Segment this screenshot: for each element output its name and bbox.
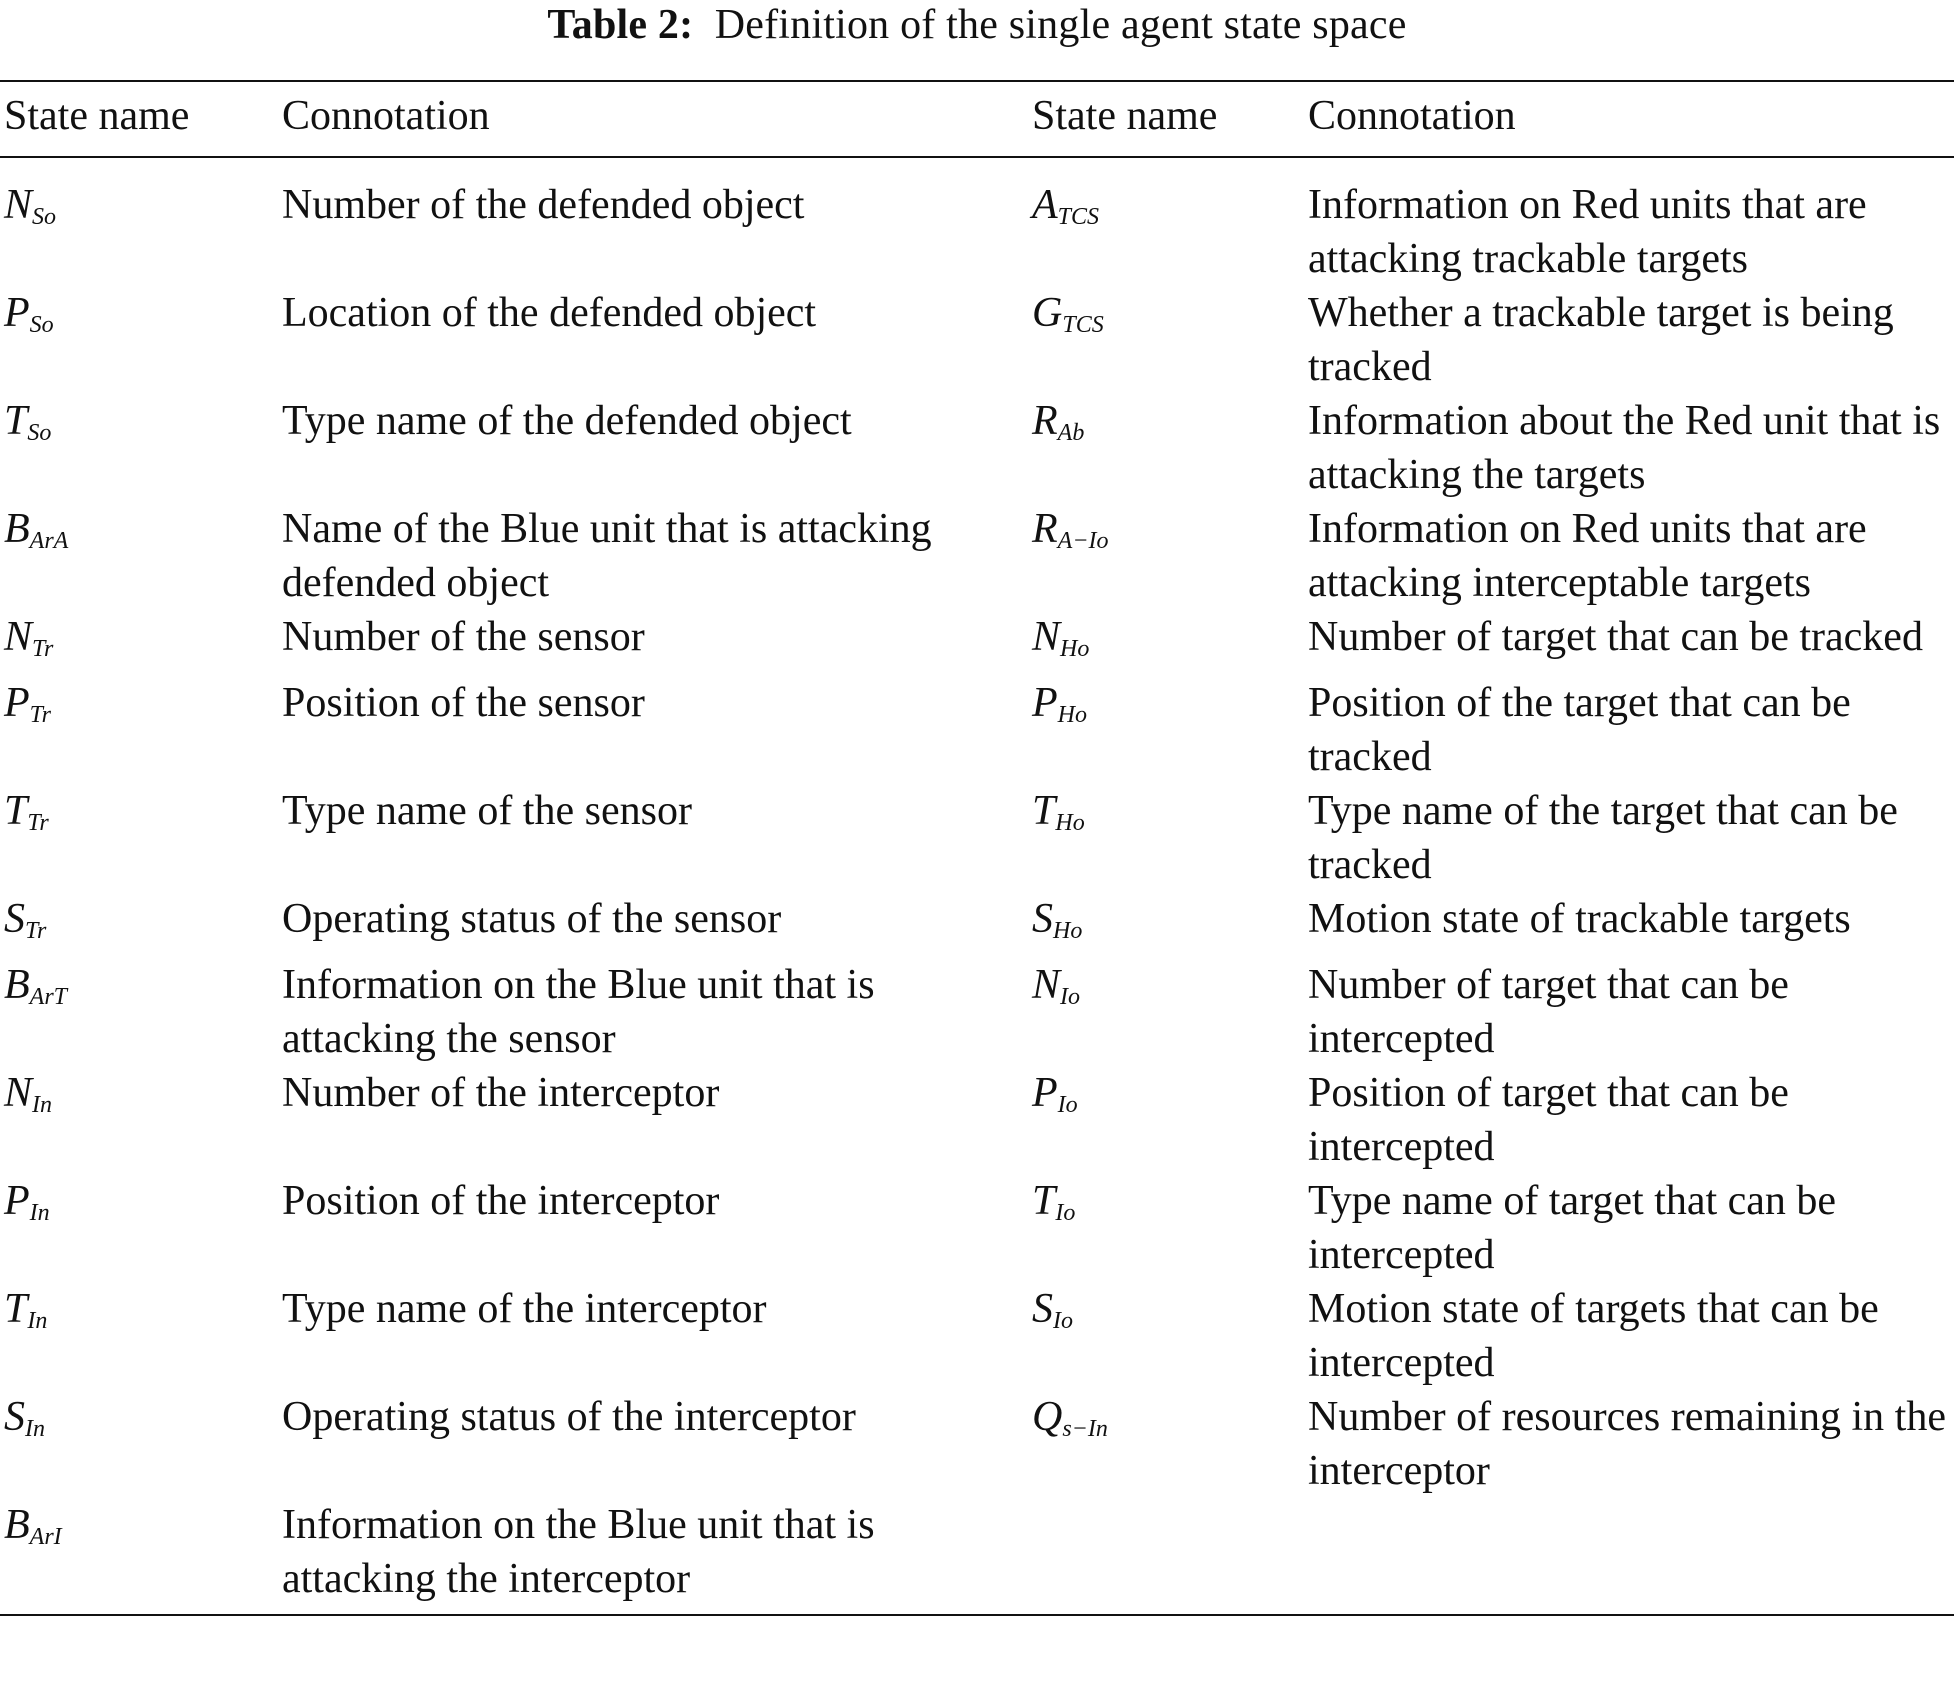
state-name-right-symbol — [1032, 290, 1104, 336]
table-row — [0, 676, 1954, 784]
connotation-left: Type name of the interceptor — [282, 1286, 767, 1332]
state-name-left-symbol-base: P — [4, 1178, 30, 1224]
state-name-right-cell — [1028, 784, 1304, 892]
table-row — [0, 610, 1954, 676]
state-name-left-symbol-base: N — [4, 614, 33, 660]
connotation-left: Information on the Blue unit that is attacking the interceptor — [278, 1498, 1028, 1615]
state-name-right-symbol — [1032, 1070, 1078, 1116]
state-name-left-symbol-subscript: So — [32, 204, 57, 230]
state-name-left-symbol-subscript: Tr — [27, 810, 49, 836]
state-name-right-symbol-subscript: Ho — [1060, 636, 1090, 662]
state-name-left-symbol-subscript: ArT — [29, 984, 68, 1010]
state-name-left-symbol-base: B — [4, 1502, 30, 1548]
state-name-right-symbol-base: T — [1032, 1178, 1056, 1224]
state-name-left-cell — [0, 1390, 278, 1498]
state-name-right-symbol-subscript: Ab — [1057, 420, 1085, 446]
state-name-right-cell — [1028, 1498, 1304, 1615]
state-name-right-symbol-subscript: TCS — [1062, 312, 1104, 338]
state-name-right-cell — [1028, 1282, 1304, 1390]
connotation-right: Motion state of targets that can be intercepted — [1308, 1286, 1879, 1386]
connotation-left: Operating status of the sensor — [282, 896, 782, 942]
connotation-right: Motion state of trackable targets — [1308, 896, 1851, 942]
state-name-left-symbol-subscript: Tr — [29, 702, 52, 728]
state-name-right-symbol-base: N — [1032, 962, 1061, 1008]
state-name-left-symbol — [4, 1502, 62, 1548]
connotation-left: Number of the interceptor — [282, 1070, 720, 1116]
state-name-right-symbol-subscript: s−In — [1062, 1416, 1108, 1442]
state-name-right-symbol — [1032, 896, 1082, 942]
state-name-left-symbol-base: T — [4, 788, 28, 834]
connotation-left: Number of the defended object — [282, 182, 805, 228]
connotation-left: Name of the Blue unit that is attacking defended object — [282, 506, 932, 606]
connotation-right: Whether a trackable target is being tracked — [1308, 290, 1894, 390]
table-row — [0, 958, 1954, 1066]
header-connotation-1: Connotation — [278, 81, 1028, 157]
state-name-right-cell — [1028, 1066, 1304, 1174]
state-name-left-cell — [0, 157, 278, 286]
state-name-right-symbol-subscript: Ho — [1057, 702, 1087, 728]
state-name-right-cell — [1028, 1174, 1304, 1282]
connotation-right: Information about the Red unit that is attacking the targets — [1308, 398, 1941, 498]
connotation-right: Number of target that can be intercepted — [1308, 962, 1789, 1062]
table-caption — [0, 0, 1954, 50]
connotation-right: Position of the target that can be tracked — [1308, 680, 1851, 780]
table-row — [0, 1282, 1954, 1390]
connotation-left: Number of the sensor — [282, 614, 645, 660]
table-caption-label: Table 2: — [547, 2, 694, 48]
connotation-right: Number of target that can be tracked — [1308, 614, 1923, 660]
state-name-right-symbol — [1032, 398, 1084, 444]
connotation-left: Type name of the sensor — [282, 788, 692, 834]
state-name-left-symbol-subscript: ArI — [29, 1524, 62, 1550]
state-name-left-symbol — [4, 398, 51, 444]
state-name-left-symbol — [4, 788, 49, 834]
state-name-left-symbol — [4, 182, 56, 228]
state-name-left-symbol-base: S — [4, 1394, 25, 1440]
connotation-left: Information on the Blue unit that is attacking the sensor — [282, 962, 875, 1062]
state-name-left-cell — [0, 1498, 278, 1615]
state-name-left-symbol-subscript: In — [29, 1200, 50, 1226]
connotation-right: Number of resources remaining in the interceptor — [1308, 1394, 1946, 1494]
table-row — [0, 394, 1954, 502]
state-name-right-cell — [1028, 157, 1304, 286]
state-name-left-symbol-base: S — [4, 896, 25, 942]
state-name-right-symbol — [1032, 680, 1087, 726]
state-name-left-symbol — [4, 1178, 50, 1224]
state-name-left-cell — [0, 892, 278, 958]
state-name-right-symbol — [1032, 1286, 1073, 1332]
state-name-left-symbol-base: N — [4, 1070, 33, 1116]
state-name-right-symbol-subscript: Io — [1055, 1200, 1076, 1226]
state-name-left-symbol-subscript: Tr — [32, 636, 54, 662]
state-name-left-cell — [0, 958, 278, 1066]
table-header-row — [0, 81, 1954, 157]
state-name-left-symbol-subscript: So — [29, 312, 54, 338]
state-name-left-symbol — [4, 290, 54, 336]
state-name-left-symbol-base: B — [4, 962, 30, 1008]
state-name-right-symbol — [1032, 614, 1089, 660]
table-row — [0, 1498, 1954, 1615]
state-name-right-symbol-base: Q — [1032, 1394, 1063, 1440]
state-name-right-symbol-base: N — [1032, 614, 1061, 660]
table-row — [0, 1174, 1954, 1282]
state-name-left-symbol — [4, 680, 51, 726]
state-name-right-symbol-base: T — [1032, 788, 1056, 834]
state-name-left-cell — [0, 610, 278, 676]
state-name-left-cell — [0, 1174, 278, 1282]
state-name-left-symbol-subscript: ArA — [29, 528, 69, 554]
state-name-left-cell — [0, 286, 278, 394]
state-name-right-symbol — [1032, 962, 1080, 1008]
state-name-right-cell — [1028, 892, 1304, 958]
table-row — [0, 1390, 1954, 1498]
state-name-right-symbol-base: S — [1032, 1286, 1053, 1332]
connotation-left: Position of the interceptor — [282, 1178, 720, 1224]
state-name-right-cell — [1028, 610, 1304, 676]
state-name-right-symbol-subscript: Io — [1057, 1092, 1078, 1118]
connotation-right: Type name of the target that can be tracked — [1308, 788, 1898, 888]
state-name-left-cell — [0, 676, 278, 784]
state-name-left-cell — [0, 502, 278, 610]
header-state-name-1: State name — [0, 81, 278, 157]
state-name-right-symbol — [1032, 506, 1109, 552]
connotation-left: Location of the defended object — [282, 290, 817, 336]
connotation-left: Type name of the defended object — [282, 398, 852, 444]
state-name-left-symbol-base: B — [4, 506, 30, 552]
state-name-right-cell — [1028, 958, 1304, 1066]
state-name-left-symbol-base: P — [4, 680, 30, 726]
state-name-right-symbol-subscript: Ho — [1055, 810, 1085, 836]
state-name-right-symbol-base: R — [1032, 398, 1058, 444]
state-name-right-symbol-base: G — [1032, 290, 1063, 336]
state-name-left-symbol-base: T — [4, 398, 28, 444]
state-name-right-symbol-subscript: TCS — [1057, 204, 1100, 230]
table-row — [0, 502, 1954, 610]
state-name-left-symbol-base: N — [4, 182, 33, 228]
state-name-left-symbol-subscript: So — [27, 420, 52, 446]
state-name-left-symbol — [4, 1286, 47, 1332]
connotation-left: Position of the sensor — [282, 680, 645, 726]
state-name-right-symbol — [1032, 1178, 1075, 1224]
state-name-right-symbol — [1032, 1394, 1108, 1440]
table-row — [0, 784, 1954, 892]
connotation-right: Type name of target that can be intercepted — [1308, 1178, 1837, 1278]
state-name-right-symbol-base: A — [1032, 182, 1058, 228]
state-name-right-cell — [1028, 394, 1304, 502]
table-body — [0, 157, 1954, 1615]
state-name-right-symbol-subscript: Io — [1053, 1308, 1073, 1334]
connotation-right — [1304, 1498, 1954, 1615]
state-space-table — [0, 80, 1954, 1616]
table-row — [0, 892, 1954, 958]
state-name-right-symbol — [1032, 182, 1099, 228]
state-name-right-symbol-base: R — [1032, 506, 1058, 552]
table-row — [0, 286, 1954, 394]
state-name-left-symbol-subscript: In — [25, 1416, 45, 1442]
state-name-left-symbol-base: P — [4, 290, 30, 336]
state-name-right-cell — [1028, 502, 1304, 610]
state-name-left-symbol — [4, 506, 68, 552]
header-state-name-2: State name — [1028, 81, 1304, 157]
connotation-right: Position of target that can be intercepted — [1308, 1070, 1789, 1170]
state-name-left-symbol-subscript: In — [27, 1308, 48, 1334]
state-name-left-cell — [0, 1066, 278, 1174]
table-row — [0, 157, 1954, 286]
state-name-right-symbol-subscript: A−Io — [1057, 528, 1109, 554]
connotation-right: Information on Red units that are attacking interceptable targets — [1308, 506, 1867, 606]
table-caption-text: Definition of the single agent state space — [714, 2, 1407, 48]
state-name-left-symbol — [4, 614, 53, 660]
state-name-left-cell — [0, 1282, 278, 1390]
header-connotation-2: Connotation — [1304, 81, 1954, 157]
state-name-left-symbol — [4, 1070, 52, 1116]
state-name-left-symbol-subscript: In — [32, 1092, 53, 1118]
state-name-left-cell — [0, 784, 278, 892]
state-name-left-symbol — [4, 1394, 45, 1440]
state-name-left-cell — [0, 394, 278, 502]
state-name-right-symbol-base: P — [1032, 680, 1058, 726]
state-name-right-symbol-subscript: Ho — [1053, 918, 1083, 944]
table-row — [0, 1066, 1954, 1174]
state-name-right-symbol-base: P — [1032, 1070, 1058, 1116]
state-name-right-cell — [1028, 1390, 1304, 1498]
state-name-right-symbol — [1032, 788, 1085, 834]
connotation-left: Operating status of the interceptor — [282, 1394, 856, 1440]
state-name-right-cell — [1028, 286, 1304, 394]
state-name-right-symbol-base: S — [1032, 896, 1053, 942]
state-name-left-symbol-base: T — [4, 1286, 28, 1332]
state-name-left-symbol-subscript: Tr — [25, 918, 47, 944]
state-name-left-symbol — [4, 896, 46, 942]
connotation-right: Information on Red units that are attacking trackable targets — [1308, 182, 1867, 282]
state-name-left-symbol — [4, 962, 67, 1008]
state-name-right-cell — [1028, 676, 1304, 784]
state-name-right-symbol-subscript: Io — [1060, 984, 1081, 1010]
